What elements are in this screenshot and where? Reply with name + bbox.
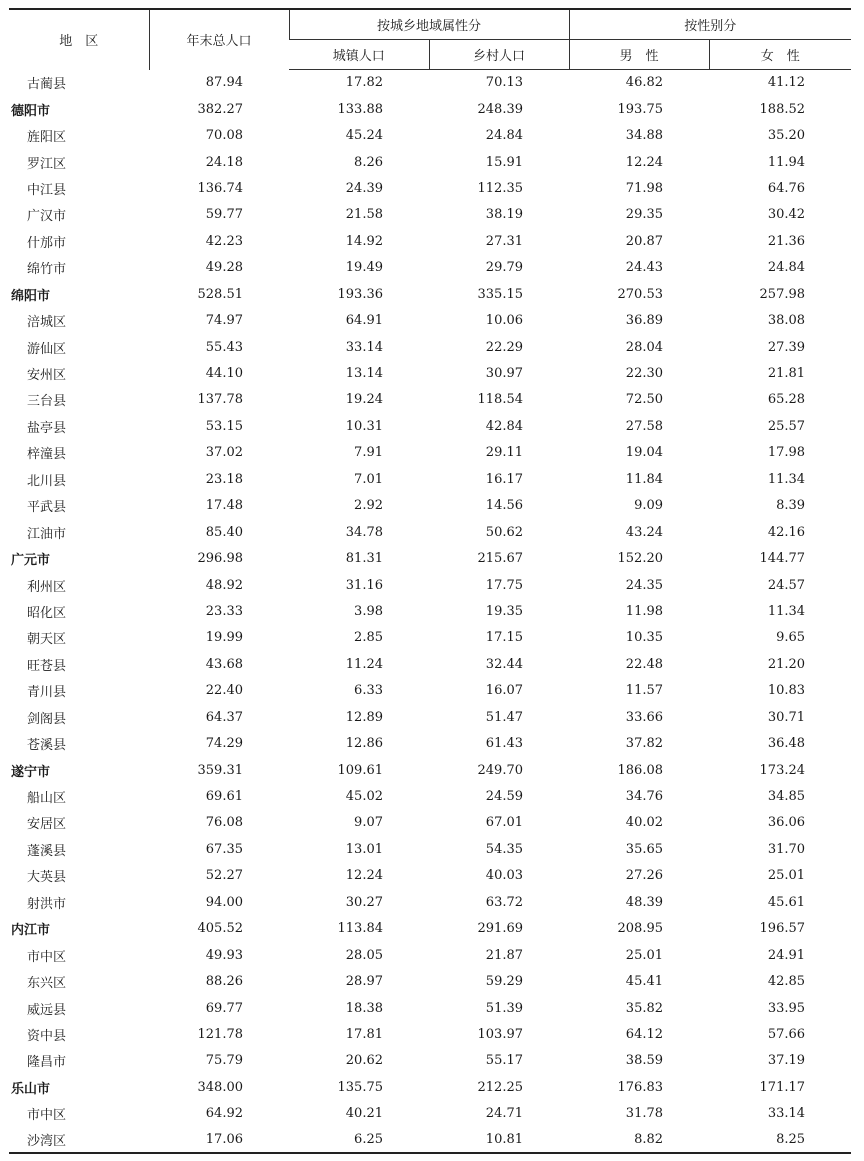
male-cell: 270.53 <box>617 286 664 302</box>
urban-population-cell: 135.75 <box>337 1079 383 1095</box>
rural-population-cell: 21.87 <box>485 947 524 963</box>
rural-population-cell: 70.13 <box>485 75 524 91</box>
county-row <box>9 995 851 1021</box>
female-cell: 8.25 <box>709 1127 851 1153</box>
region-name-cell: 隆昌市 <box>27 1055 67 1071</box>
total-population-cell: 70.08 <box>205 128 243 144</box>
urban-population-cell: 14.92 <box>345 233 383 249</box>
female-cell: 24.84 <box>767 260 806 276</box>
total-population-cell: 44.10 <box>205 366 243 382</box>
rural-population-cell: 17.75 <box>485 577 524 593</box>
urban-population-cell: 2.92 <box>354 498 383 514</box>
county-row <box>9 1127 851 1153</box>
total-population-cell: 49.93 <box>205 947 243 963</box>
rural-population-cell: 29.11 <box>485 445 524 461</box>
total-population-cell: 85.40 <box>205 524 243 540</box>
total-population-cell: 17.06 <box>149 1127 289 1153</box>
city-row <box>9 96 851 122</box>
region-name-cell: 广元市 <box>11 553 51 569</box>
county-row <box>9 783 851 809</box>
rural-population-cell: 17.15 <box>485 630 524 646</box>
female-cell: 38.08 <box>767 313 806 329</box>
total-population-cell: 94.00 <box>205 894 243 910</box>
county-row <box>9 202 851 228</box>
total-population-cell: 42.23 <box>205 233 243 249</box>
county-row <box>9 889 851 915</box>
rural-population-cell: 118.54 <box>477 392 524 408</box>
region-name-cell: 安居区 <box>27 817 67 833</box>
male-cell: 40.02 <box>625 815 664 831</box>
urban-population-cell: 193.36 <box>337 286 383 302</box>
total-population-cell: 137.78 <box>197 392 243 408</box>
county-row <box>9 255 851 281</box>
rural-population-cell: 24.84 <box>485 128 524 144</box>
total-population-cell: 67.35 <box>205 841 243 857</box>
county-row <box>9 942 851 968</box>
total-population-cell: 136.74 <box>197 180 243 196</box>
male-cell: 24.35 <box>625 577 664 593</box>
county-row <box>9 493 851 519</box>
female-cell: 37.19 <box>767 1053 806 1069</box>
urban-population-cell: 30.27 <box>345 894 383 910</box>
urban-population-cell: 3.98 <box>354 603 383 619</box>
female-cell: 188.52 <box>759 101 806 117</box>
urban-population-cell: 12.86 <box>345 736 383 752</box>
total-population-cell: 76.08 <box>205 815 243 831</box>
rural-population-cell: 55.17 <box>485 1053 524 1069</box>
region-name-cell: 资中县 <box>27 1028 67 1044</box>
urban-population-cell: 7.01 <box>354 471 383 487</box>
urban-population-cell: 19.49 <box>345 260 383 276</box>
region-name-cell: 平武县 <box>27 500 67 516</box>
rural-population-cell: 10.06 <box>485 313 524 329</box>
female-cell: 65.28 <box>767 392 806 408</box>
rural-population-cell: 42.84 <box>485 418 524 434</box>
urban-population-cell: 7.91 <box>354 445 383 461</box>
rural-population-cell: 215.67 <box>477 551 524 567</box>
female-cell: 30.42 <box>767 207 806 223</box>
female-cell: 173.24 <box>759 762 806 778</box>
region-name-cell: 绵竹市 <box>27 262 67 278</box>
total-population-cell: 55.43 <box>205 339 243 355</box>
region-name-cell: 涪城区 <box>27 315 67 331</box>
county-row <box>9 360 851 386</box>
female-cell: 17.98 <box>767 445 806 461</box>
total-population-cell: 88.26 <box>205 974 243 990</box>
male-cell: 28.04 <box>625 339 664 355</box>
urban-population-cell: 45.24 <box>345 128 383 144</box>
female-cell: 41.12 <box>767 75 806 91</box>
male-cell: 152.20 <box>617 551 664 567</box>
region-name-cell: 利州区 <box>27 579 67 595</box>
total-population-cell: 74.97 <box>205 313 243 329</box>
total-population-cell: 19.99 <box>205 630 243 646</box>
urban-population-cell: 33.14 <box>345 339 383 355</box>
male-cell: 186.08 <box>617 762 664 778</box>
rural-population-cell: 61.43 <box>485 736 524 752</box>
total-population-cell: 64.92 <box>205 1106 243 1122</box>
female-cell: 27.39 <box>767 339 806 355</box>
male-cell: 45.41 <box>625 974 664 990</box>
region-name-cell: 中江县 <box>27 182 67 198</box>
male-cell: 9.09 <box>634 498 664 514</box>
rural-population-cell: 51.47 <box>485 709 524 725</box>
urban-population-cell: 34.78 <box>345 524 383 540</box>
table-body <box>9 70 851 1154</box>
header-total-population: 年末总人口 <box>149 9 289 70</box>
county-row <box>9 307 851 333</box>
region-name-cell: 旌阳区 <box>27 130 67 146</box>
region-name-cell: 沙湾区 <box>9 1127 149 1153</box>
city-row <box>9 757 851 783</box>
region-name-cell: 三台县 <box>27 394 67 410</box>
urban-population-cell: 17.82 <box>345 75 383 91</box>
rural-population-cell: 249.70 <box>477 762 524 778</box>
urban-population-cell: 113.84 <box>337 921 383 937</box>
female-cell: 11.34 <box>767 603 806 619</box>
total-population-cell: 22.40 <box>205 683 243 699</box>
rural-population-cell: 51.39 <box>485 1000 524 1016</box>
male-cell: 33.66 <box>625 709 664 725</box>
region-name-cell: 安州区 <box>27 368 67 384</box>
total-population-cell: 24.18 <box>205 154 243 170</box>
total-population-cell: 405.52 <box>197 921 243 937</box>
male-cell: 35.65 <box>625 841 664 857</box>
county-row <box>9 651 851 677</box>
female-cell: 171.17 <box>759 1079 806 1095</box>
county-row <box>9 466 851 492</box>
total-population-cell: 52.27 <box>205 868 243 884</box>
urban-population-cell: 13.01 <box>345 841 383 857</box>
male-cell: 176.83 <box>617 1079 664 1095</box>
male-cell: 71.98 <box>625 180 664 196</box>
urban-population-cell: 12.89 <box>345 709 383 725</box>
male-cell: 43.24 <box>625 524 664 540</box>
total-population-cell: 69.61 <box>205 789 243 805</box>
male-cell: 48.39 <box>625 894 664 910</box>
rural-population-cell: 30.97 <box>485 366 524 382</box>
female-cell: 45.61 <box>767 894 806 910</box>
female-cell: 42.16 <box>767 524 806 540</box>
male-cell: 64.12 <box>625 1026 664 1042</box>
total-population-cell: 17.48 <box>205 498 243 514</box>
male-cell: 25.01 <box>625 947 664 963</box>
male-cell: 72.50 <box>625 392 664 408</box>
male-cell: 35.82 <box>625 1000 664 1016</box>
male-cell: 22.48 <box>625 656 664 672</box>
female-cell: 36.06 <box>767 815 806 831</box>
county-row <box>9 1101 851 1127</box>
total-population-cell: 53.15 <box>205 418 243 434</box>
female-cell: 24.91 <box>767 947 806 963</box>
urban-population-cell: 6.33 <box>354 683 383 699</box>
total-population-cell: 121.78 <box>197 1026 243 1042</box>
region-name-cell: 遂宁市 <box>11 764 51 780</box>
county-row <box>9 863 851 889</box>
rural-population-cell: 59.29 <box>485 974 524 990</box>
female-cell: 57.66 <box>767 1026 806 1042</box>
county-row <box>9 413 851 439</box>
total-population-cell: 528.51 <box>197 286 243 302</box>
region-name-cell: 德阳市 <box>11 103 51 119</box>
rural-population-cell: 212.25 <box>477 1079 524 1095</box>
female-cell: 10.83 <box>767 683 806 699</box>
rural-population-cell: 19.35 <box>485 603 524 619</box>
male-cell: 24.43 <box>625 260 664 276</box>
region-name-cell: 朝天区 <box>27 632 67 648</box>
rural-population-cell: 24.59 <box>485 789 524 805</box>
rural-population-cell: 16.17 <box>485 471 524 487</box>
total-population-cell: 37.02 <box>205 445 243 461</box>
male-cell: 46.82 <box>625 75 664 91</box>
county-row <box>9 228 851 254</box>
total-population-cell: 43.68 <box>205 656 243 672</box>
female-cell: 25.57 <box>767 418 806 434</box>
region-name-cell: 梓潼县 <box>27 447 67 463</box>
urban-population-cell: 45.02 <box>345 789 383 805</box>
population-table <box>9 8 851 1154</box>
urban-population-cell: 10.31 <box>345 418 383 434</box>
region-name-cell: 市中区 <box>27 949 67 965</box>
female-cell: 64.76 <box>767 180 806 196</box>
male-cell: 34.76 <box>625 789 664 805</box>
total-population-cell: 348.00 <box>197 1079 243 1095</box>
city-row <box>9 1074 851 1100</box>
city-row <box>9 916 851 942</box>
urban-population-cell: 11.24 <box>345 656 383 672</box>
region-name-cell: 旺苍县 <box>27 658 67 674</box>
rural-population-cell: 24.71 <box>485 1106 524 1122</box>
region-name-cell: 什邡市 <box>27 235 67 251</box>
female-cell: 8.39 <box>776 498 806 514</box>
region-name-cell: 蓬溪县 <box>27 843 67 859</box>
female-cell: 31.70 <box>767 841 806 857</box>
urban-population-cell: 81.31 <box>345 551 383 567</box>
female-cell: 34.85 <box>767 789 806 805</box>
total-population-cell: 49.28 <box>205 260 243 276</box>
rural-population-cell: 14.56 <box>485 498 524 514</box>
rural-population-cell: 112.35 <box>477 180 524 196</box>
county-row <box>9 704 851 730</box>
city-row <box>9 545 851 571</box>
female-cell: 42.85 <box>767 974 806 990</box>
male-cell: 208.95 <box>617 921 664 937</box>
county-row <box>9 70 851 96</box>
rural-population-cell: 335.15 <box>477 286 524 302</box>
female-cell: 11.34 <box>767 471 806 487</box>
female-cell: 21.81 <box>767 366 806 382</box>
total-population-cell: 74.29 <box>205 736 243 752</box>
urban-population-cell: 133.88 <box>337 101 383 117</box>
region-name-cell: 东兴区 <box>27 976 67 992</box>
header-male: 男 性 <box>569 40 709 70</box>
header-rural: 乡村人口 <box>429 40 569 70</box>
urban-population-cell: 2.85 <box>354 630 383 646</box>
male-cell: 8.82 <box>569 1127 709 1153</box>
male-cell: 20.87 <box>625 233 664 249</box>
rural-population-cell: 10.81 <box>429 1127 569 1153</box>
total-population-cell: 296.98 <box>197 551 243 567</box>
male-cell: 27.58 <box>625 418 664 434</box>
male-cell: 22.30 <box>625 366 664 382</box>
male-cell: 10.35 <box>625 630 664 646</box>
city-row <box>9 281 851 307</box>
county-row <box>9 175 851 201</box>
total-population-cell: 59.77 <box>205 207 243 223</box>
male-cell: 38.59 <box>625 1053 664 1069</box>
urban-population-cell: 28.05 <box>345 947 383 963</box>
female-cell: 257.98 <box>759 286 806 302</box>
rural-population-cell: 40.03 <box>485 868 524 884</box>
county-row <box>9 334 851 360</box>
county-row <box>9 387 851 413</box>
urban-population-cell: 13.14 <box>345 366 383 382</box>
male-cell: 31.78 <box>625 1106 664 1122</box>
male-cell: 36.89 <box>625 313 664 329</box>
rural-population-cell: 32.44 <box>485 656 524 672</box>
county-row <box>9 572 851 598</box>
region-name-cell: 北川县 <box>27 473 67 489</box>
region-name-cell: 游仙区 <box>27 341 67 357</box>
female-cell: 30.71 <box>767 709 806 725</box>
female-cell: 33.14 <box>767 1106 806 1122</box>
county-row <box>9 836 851 862</box>
total-population-cell: 69.77 <box>205 1000 243 1016</box>
county-row <box>9 149 851 175</box>
region-name-cell: 青川县 <box>27 685 67 701</box>
male-cell: 34.88 <box>625 128 664 144</box>
rural-population-cell: 248.39 <box>477 101 524 117</box>
county-row <box>9 1048 851 1074</box>
male-cell: 37.82 <box>625 736 664 752</box>
region-name-cell: 射洪市 <box>27 896 67 912</box>
male-cell: 11.84 <box>625 471 664 487</box>
rural-population-cell: 16.07 <box>485 683 524 699</box>
total-population-cell: 48.92 <box>205 577 243 593</box>
county-row <box>9 598 851 624</box>
urban-population-cell: 31.16 <box>345 577 383 593</box>
female-cell: 35.20 <box>767 128 806 144</box>
header-urban: 城镇人口 <box>289 40 429 70</box>
rural-population-cell: 29.79 <box>485 260 524 276</box>
rural-population-cell: 50.62 <box>485 524 524 540</box>
region-name-cell: 古蔺县 <box>27 77 67 93</box>
rural-population-cell: 38.19 <box>485 207 524 223</box>
rural-population-cell: 291.69 <box>477 921 524 937</box>
county-row <box>9 730 851 756</box>
county-row <box>9 122 851 148</box>
header-female: 女 性 <box>709 40 851 70</box>
total-population-cell: 75.79 <box>205 1053 243 1069</box>
total-population-cell: 382.27 <box>197 101 243 117</box>
region-name-cell: 绵阳市 <box>11 288 51 304</box>
male-cell: 29.35 <box>625 207 664 223</box>
region-name-cell: 船山区 <box>27 791 67 807</box>
county-row <box>9 519 851 545</box>
header-region: 地 区 <box>9 9 149 70</box>
urban-population-cell: 21.58 <box>345 207 383 223</box>
male-cell: 11.98 <box>625 603 664 619</box>
total-population-cell: 359.31 <box>197 762 243 778</box>
region-name-cell: 盐亭县 <box>27 420 67 436</box>
region-name-cell: 罗江区 <box>27 156 67 172</box>
female-cell: 196.57 <box>759 921 806 937</box>
region-name-cell: 江油市 <box>27 526 67 542</box>
male-cell: 19.04 <box>625 445 664 461</box>
urban-population-cell: 28.97 <box>345 974 383 990</box>
female-cell: 21.36 <box>767 233 806 249</box>
rural-population-cell: 22.29 <box>485 339 524 355</box>
urban-population-cell: 18.38 <box>345 1000 383 1016</box>
female-cell: 36.48 <box>767 736 806 752</box>
county-row <box>9 810 851 836</box>
total-population-cell: 23.18 <box>205 471 243 487</box>
urban-population-cell: 64.91 <box>345 313 383 329</box>
urban-population-cell: 17.81 <box>345 1026 383 1042</box>
county-row <box>9 440 851 466</box>
female-cell: 144.77 <box>759 551 806 567</box>
rural-population-cell: 27.31 <box>485 233 524 249</box>
urban-population-cell: 6.25 <box>289 1127 429 1153</box>
county-row <box>9 1021 851 1047</box>
total-population-cell: 64.37 <box>205 709 243 725</box>
female-cell: 33.95 <box>767 1000 806 1016</box>
urban-population-cell: 9.07 <box>354 815 383 831</box>
rural-population-cell: 54.35 <box>485 841 524 857</box>
female-cell: 21.20 <box>767 656 806 672</box>
male-cell: 11.57 <box>625 683 664 699</box>
county-row <box>9 678 851 704</box>
table-header <box>9 9 851 70</box>
region-name-cell: 市中区 <box>27 1108 67 1124</box>
female-cell: 25.01 <box>767 868 806 884</box>
county-row <box>9 968 851 994</box>
region-name-cell: 苍溪县 <box>27 738 67 754</box>
rural-population-cell: 103.97 <box>477 1026 524 1042</box>
region-name-cell: 大英县 <box>27 870 67 886</box>
county-row <box>9 625 851 651</box>
urban-population-cell: 20.62 <box>345 1053 383 1069</box>
region-name-cell: 乐山市 <box>11 1081 51 1097</box>
male-cell: 193.75 <box>617 101 664 117</box>
male-cell: 27.26 <box>625 868 664 884</box>
region-name-cell: 昭化区 <box>27 605 67 621</box>
rural-population-cell: 15.91 <box>485 154 524 170</box>
male-cell: 12.24 <box>625 154 664 170</box>
region-name-cell: 广汉市 <box>27 209 67 225</box>
urban-population-cell: 8.26 <box>354 154 383 170</box>
region-name-cell: 威远县 <box>27 1002 67 1018</box>
urban-population-cell: 12.24 <box>345 868 383 884</box>
header-urban-rural-group: 按城乡地域属性分 <box>289 9 569 40</box>
region-name-cell: 剑阁县 <box>27 711 67 727</box>
urban-population-cell: 19.24 <box>345 392 383 408</box>
total-population-cell: 87.94 <box>205 75 243 91</box>
header-gender-group: 按性别分 <box>569 9 851 40</box>
urban-population-cell: 24.39 <box>345 180 383 196</box>
region-name-cell: 内江市 <box>11 923 51 939</box>
total-population-cell: 23.33 <box>205 603 243 619</box>
urban-population-cell: 109.61 <box>337 762 383 778</box>
female-cell: 24.57 <box>767 577 806 593</box>
rural-population-cell: 67.01 <box>485 815 524 831</box>
female-cell: 11.94 <box>767 154 806 170</box>
rural-population-cell: 63.72 <box>485 894 524 910</box>
female-cell: 9.65 <box>776 630 806 646</box>
urban-population-cell: 40.21 <box>345 1106 383 1122</box>
